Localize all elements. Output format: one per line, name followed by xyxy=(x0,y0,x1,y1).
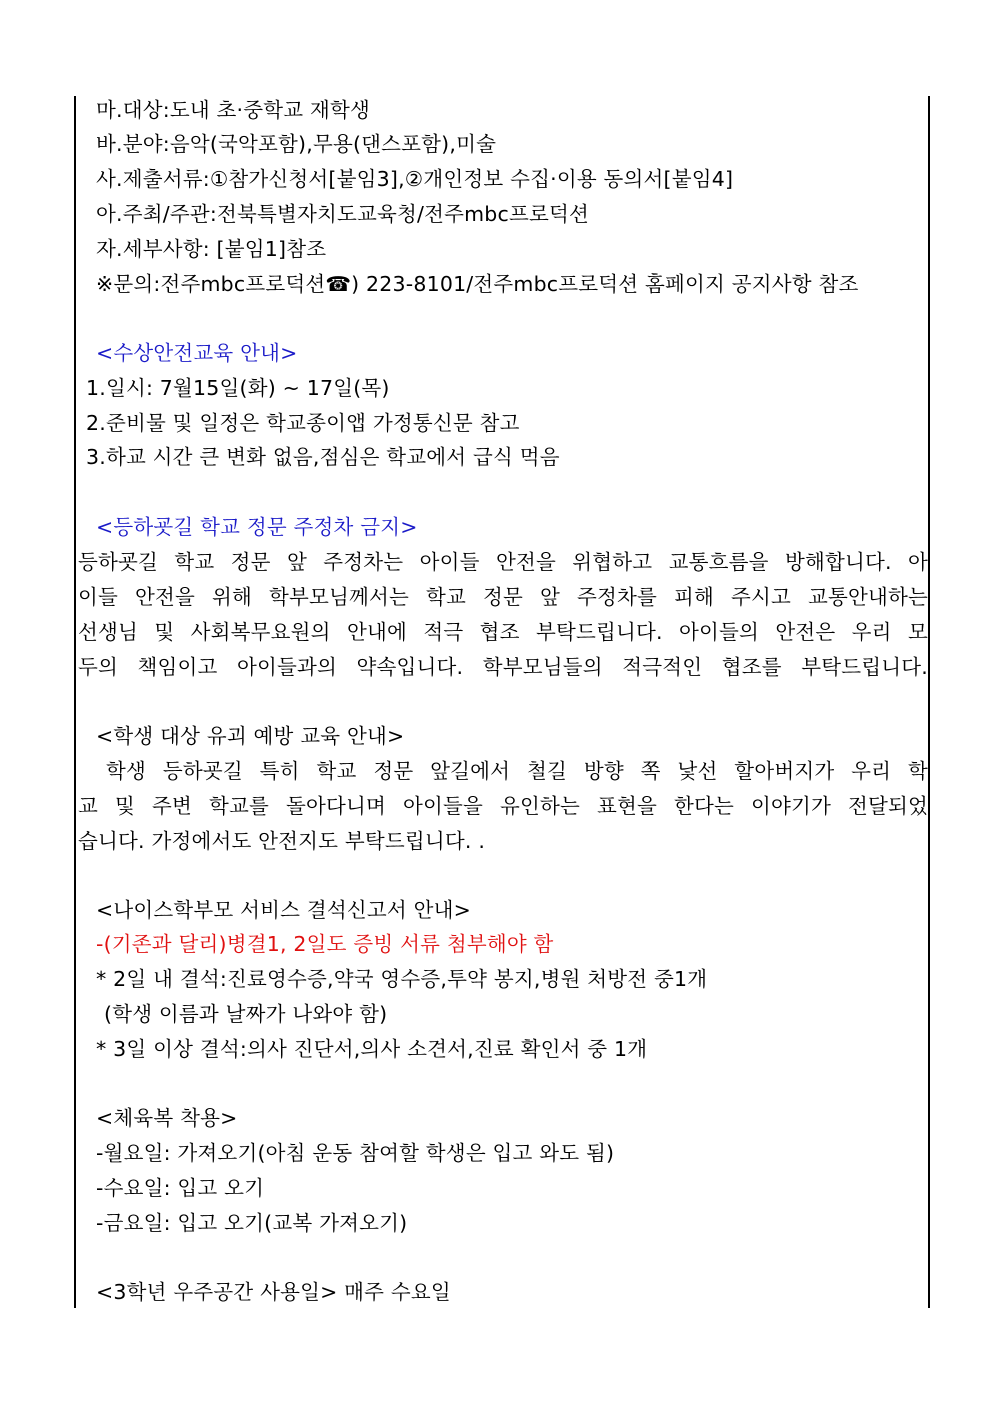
parking-heading: <등하굣길 학교 정문 주정차 금지> xyxy=(96,515,418,539)
info-organizer: 아.주최/주관:전북특별자치도교육청/전주mbc프로덕션 xyxy=(96,202,589,226)
kidnap-heading: <학생 대상 유괴 예방 교육 안내> xyxy=(96,724,405,748)
pe-heading: <체육복 착용> xyxy=(96,1106,238,1130)
parking-text-line: 두의 책임이고 아이들과의 약속입니다. 학부모님들의 적극적인 협조를 부탁드립니다. xyxy=(78,655,928,679)
neis-item-sub: (학생 이름과 날짜가 나와야 함) xyxy=(104,1002,388,1026)
info-target: 마.대상:도내 초·중학교 재학생 xyxy=(96,98,371,122)
pe-item: -금요일: 입고 오기(교복 가져오기) xyxy=(96,1211,408,1235)
info-field: 바.분야:음악(국악포함),무용(댄스포함),미술 xyxy=(96,132,497,156)
pe-item: -월요일: 가져오기(아침 운동 참여할 학생은 입고 와도 됨) xyxy=(96,1141,615,1165)
parking-text-line: 등하굣길 학교 정문 앞 주정차는 아이들 안전을 위협하고 교통흐름을 방해합니다. 아 xyxy=(78,550,928,574)
neis-item: * 2일 내 결석:진료영수증,약국 영수증,투약 봉지,병원 처방전 중1개 xyxy=(96,967,708,991)
kidnap-text-line: 교 및 주변 학교를 돌아다니며 아이들을 유인하는 표현을 한다는 이야기가 전달되었 xyxy=(78,794,928,818)
water-safety-heading: <수상안전교육 안내> xyxy=(96,341,298,365)
info-documents: 사.제출서류:①참가신청서[붙임3],②개인정보 수집·이용 동의서[붙임4] xyxy=(96,167,734,191)
parking-text-line: 이들 안전을 위해 학부모님께서는 학교 정문 앞 주정차를 피해 주시고 교통안내하는 xyxy=(78,585,928,609)
kidnap-text-line: 습니다. 가정에서도 안전지도 부탁드립니다. . xyxy=(78,829,486,853)
neis-item: * 3일 이상 결석:의사 진단서,의사 소견서,진료 확인서 중 1개 xyxy=(96,1037,648,1061)
neis-heading: <나이스학부모 서비스 결석신고서 안내> xyxy=(96,898,471,922)
space-usage-line: <3학년 우주공간 사용일> 매주 수요일 xyxy=(96,1280,451,1304)
water-safety-item: 1.일시: 7월15일(화) ~ 17일(목) xyxy=(86,376,390,400)
kidnap-text-line: 학생 등하굣길 특히 학교 정문 앞길에서 철길 방향 쪽 낯선 할아버지가 우리 학 xyxy=(106,759,928,783)
neis-notice-red: -(기존과 달리)병결1, 2일도 증빙 서류 첨부해야 함 xyxy=(96,932,554,956)
parking-text-line: 선생님 및 사회복무요원의 안내에 적극 협조 부탁드립니다. 아이들의 안전은 우리 모 xyxy=(78,620,928,644)
document-frame xyxy=(74,96,930,1308)
info-details: 자.세부사항: [붙임1]참조 xyxy=(96,237,327,261)
info-contact-note: ※문의:전주mbc프로덕션☎) 223-8101/전주mbc프로덕션 홈페이지 공지사항 참조 xyxy=(96,272,859,296)
water-safety-item: 3.하교 시간 큰 변화 없음,점심은 학교에서 급식 먹음 xyxy=(86,445,560,469)
water-safety-item: 2.준비물 및 일정은 학교종이앱 가정통신문 참고 xyxy=(86,411,520,435)
pe-item: -수요일: 입고 오기 xyxy=(96,1176,265,1200)
